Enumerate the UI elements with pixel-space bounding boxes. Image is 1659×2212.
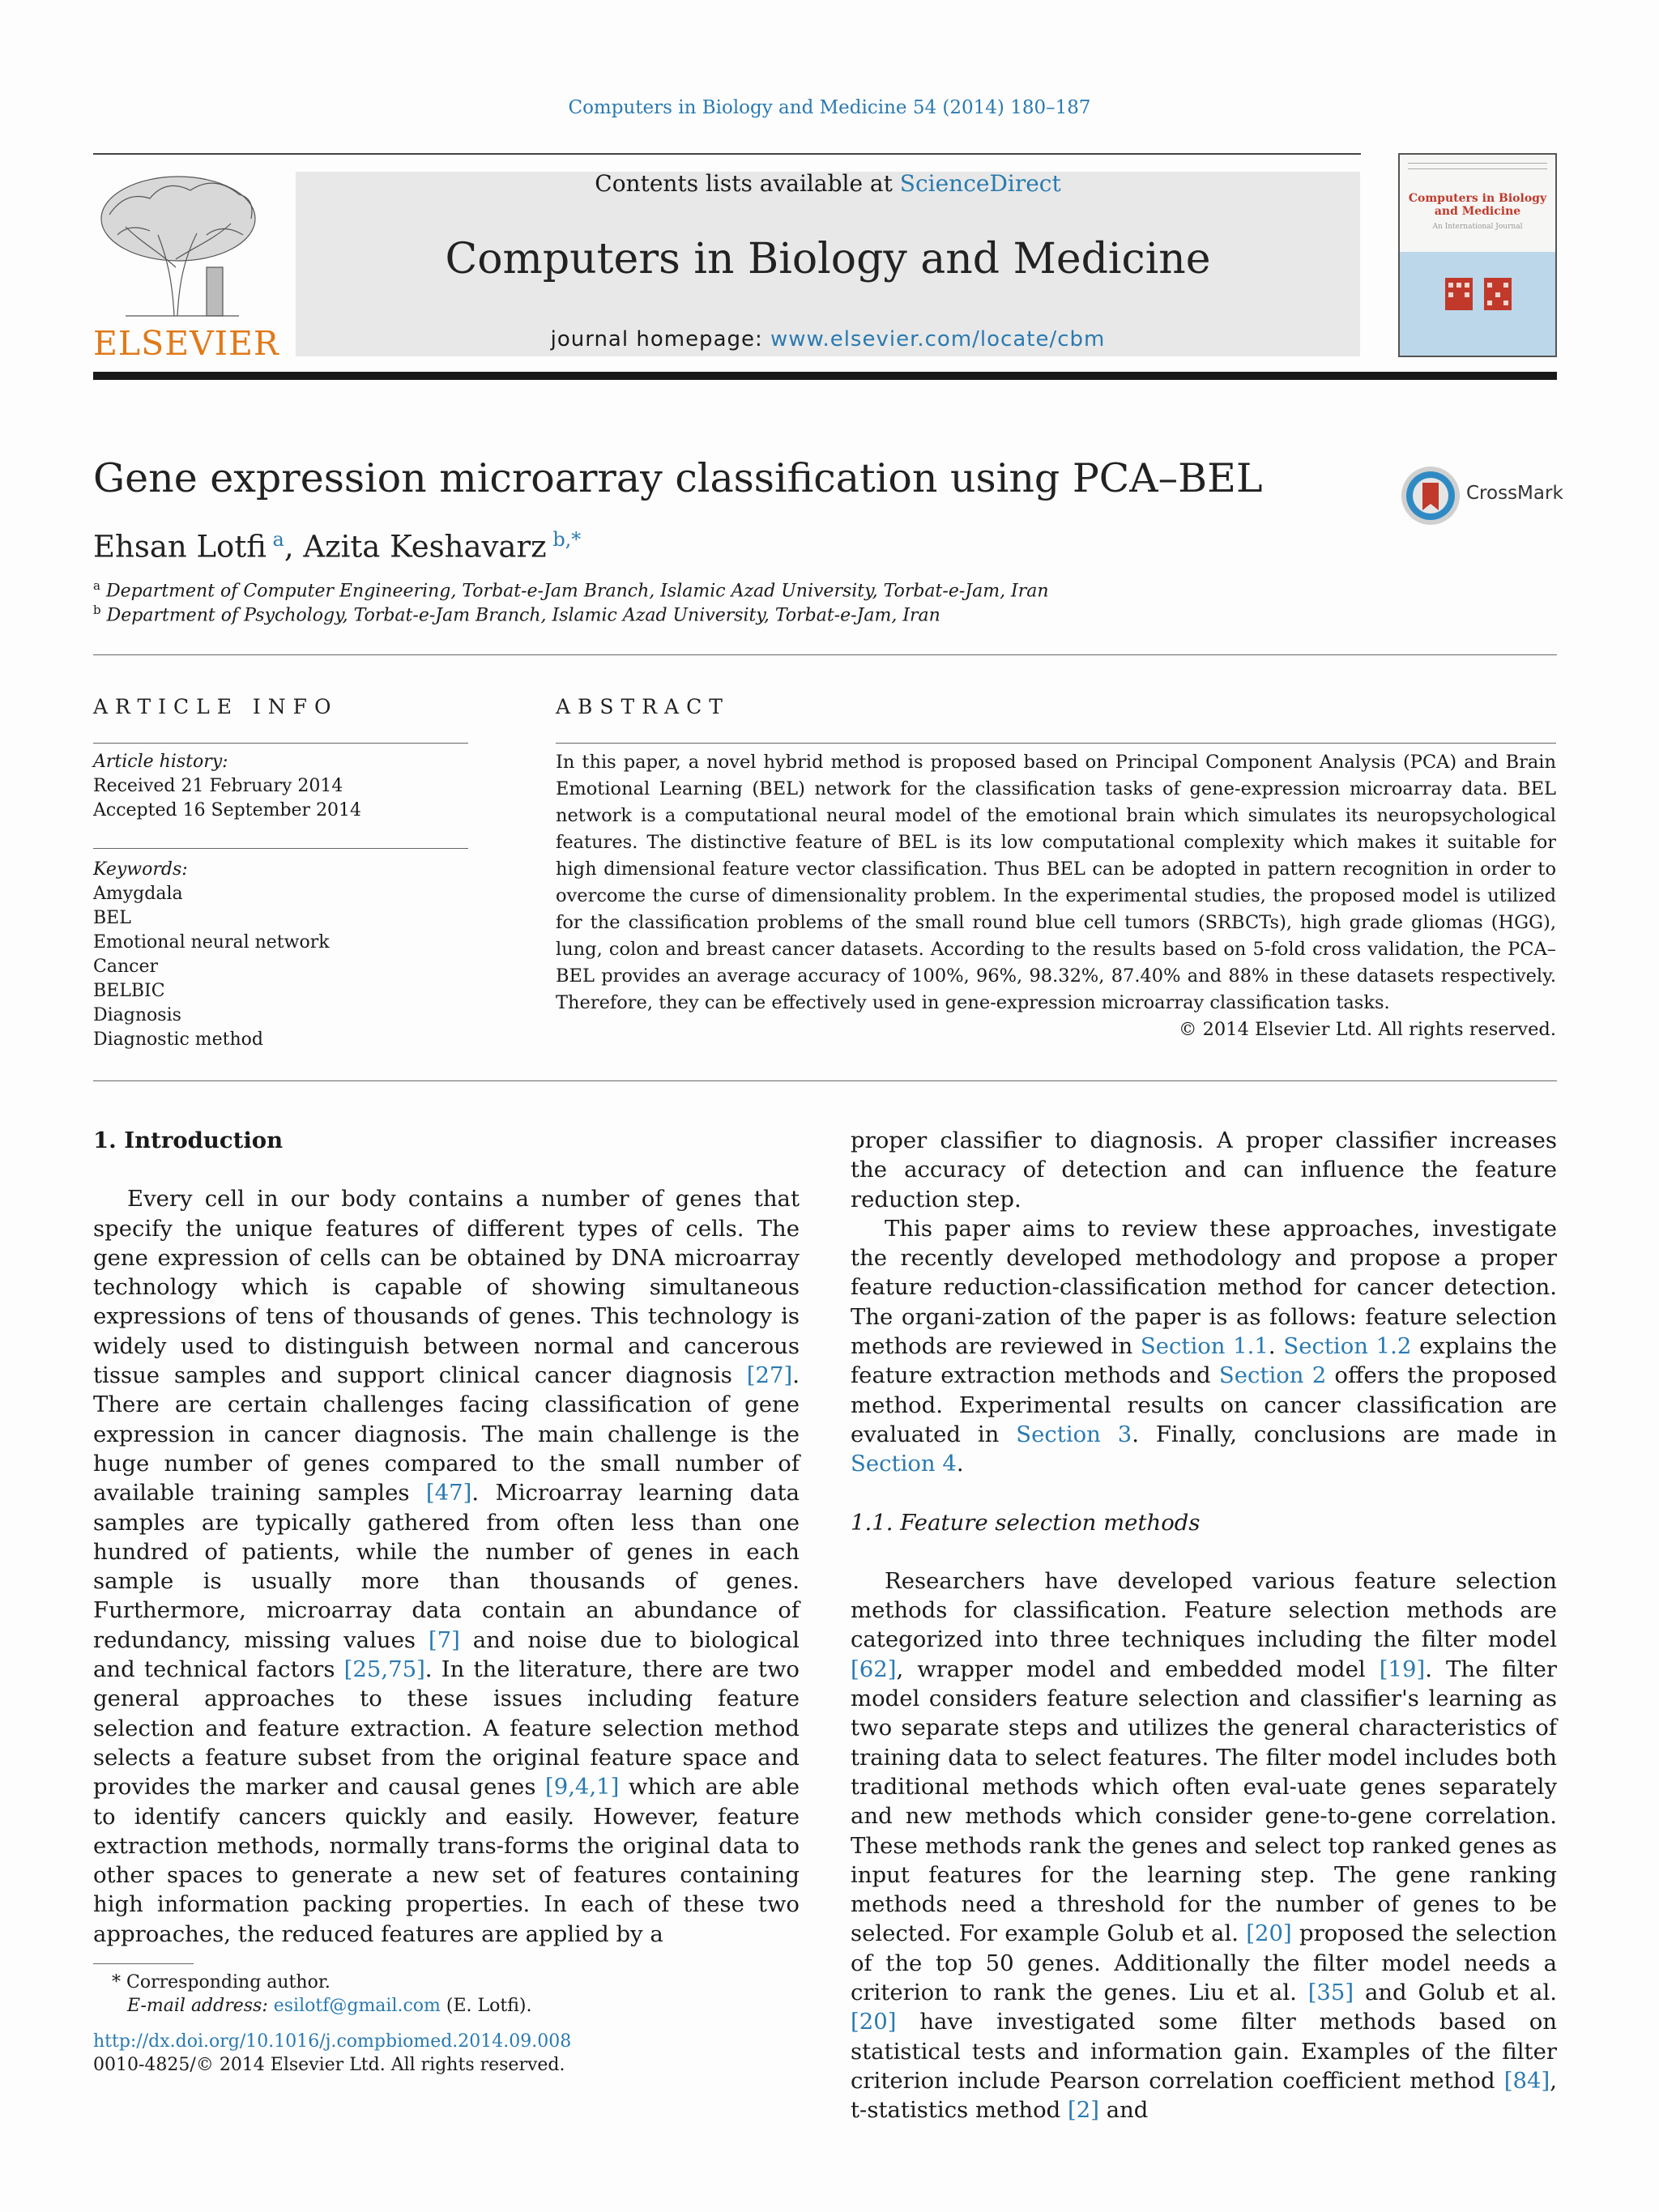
abstract-copyright: © 2014 Elsevier Ltd. All rights reserved. (1178, 1019, 1556, 1040)
footnote-rule (93, 1963, 194, 1964)
feature-selection-paragraph (851, 1566, 1557, 2125)
header-bottom-rule (93, 372, 1557, 380)
email-suffix: (E. Lotfi). (440, 1996, 532, 2016)
footnote-mark: * (112, 1972, 121, 1993)
citation-link[interactable]: [20] (1246, 1920, 1292, 1947)
elsevier-wordmark: ELSEVIER (93, 324, 279, 363)
paragraph-text: . (956, 1451, 964, 1477)
left-column (93, 1126, 800, 1949)
history-label: Article history: (93, 752, 228, 772)
keyword-item: BEL (93, 908, 131, 928)
citation-link[interactable]: [35] (1307, 1980, 1354, 2006)
cover-subtitle: An International Journal (1432, 223, 1523, 231)
author-affiliation-mark[interactable]: a (272, 528, 284, 551)
author-name[interactable]: Azita Keshavarz (303, 529, 547, 565)
paragraph-text: . Microarray learning data samples are typically gathered from often less than one hundred of patients, while the number of genes in each sample is usually more than thousands of genes. Furthermore, microarray data contain an abundance of redundancy, missing values (93, 1480, 800, 1653)
keyword-item: BELBIC (93, 981, 165, 1001)
journal-title: Computers in Biology and Medicine (445, 235, 1211, 283)
citation-link[interactable]: [27] (746, 1362, 793, 1389)
paper-title: Gene expression microarray classification using PCA–BEL (93, 455, 1263, 501)
citation-link[interactable]: [62] (851, 1656, 897, 1682)
issn-line: 0010-4825/© 2014 Elsevier Ltd. All rights reserved. (93, 2055, 565, 2075)
paragraph-text: . In the literature, there are two general approaches to these issues including feature selection and feature extraction. A feature selection method selects a feature subset from the original feature space and provides the marker and causal genes (93, 1656, 800, 1801)
citation-link[interactable]: [9,4,1] (544, 1774, 620, 1801)
cover-graphic-icon (1445, 276, 1513, 312)
author-affiliation-mark[interactable]: b,* (552, 528, 582, 551)
paragraph-text: proposed the selection of the top 50 genes. Additionally the filter model needs a criterion to rank the genes. Liu et al. (851, 1920, 1557, 2006)
subsection-heading-feature-selection: 1.1. Feature selection methods (851, 1509, 1201, 1536)
paragraph-text: Every cell in our body contains a number of genes that specify the unique features of different types of cells. The gene expression of cells can be obtained by DNA microarray technology which is capable of showing simultaneous expressions of tens of thousands of genes. This technology is widely used to distinguish between normal and cancerous tissue samples and support clinical cancer diagnosis (93, 1186, 800, 1389)
affiliation-a (93, 578, 1049, 601)
sciencedirect-link[interactable]: ScienceDirect (899, 170, 1061, 197)
paragraph-text: explains the feature extraction methods and (851, 1333, 1558, 1389)
citation-link[interactable]: [7] (428, 1626, 460, 1653)
affiliation-b (93, 603, 940, 625)
footnote-text: Corresponding author. (121, 1972, 331, 1993)
keyword-item: Cancer (93, 957, 158, 977)
affiliation-mark: b (93, 603, 101, 617)
paragraph-text: . Finally, conclusions are made in (1132, 1421, 1557, 1447)
affiliation-mark: a (93, 578, 100, 593)
paragraph-text: and (1098, 2097, 1149, 2124)
section-ref-link[interactable]: Section 4 (851, 1451, 957, 1477)
affiliation-text: Department of Computer Engineering, Torbat-e-Jam Branch, Islamic Azad University, Torbat-e-Jam, Iran (105, 581, 1049, 602)
paragraph-text: and noise due to biological and technical factors (93, 1626, 800, 1683)
received-date: Received 21 February 2014 (93, 776, 343, 796)
doi-text[interactable]: http://dx.doi.org/10.1016/j.compbiomed.2014.09.008 (93, 2031, 572, 2052)
section-ref-link[interactable]: Section 3 (1016, 1421, 1132, 1447)
paragraph-text: . The filter model considers feature selection and classifier's learning as two separate steps and utilizes the general characteristics of training data to select features. The filter model includes both traditional methods which often eval-uate genes separately and new methods which consider gene-to-gene correlation. These methods rank the genes and select top ranked genes as input features for the learning step. The gene ranking methods need a threshold for the number of genes to be selected. For example Golub et al. (851, 1656, 1557, 1947)
title-block-rule (93, 654, 1557, 655)
email-label: E-mail address: (127, 1996, 274, 2016)
cover-title: Computers in Biology and Medicine (1408, 192, 1547, 218)
paragraph-text: which are able to identify cancers quickly and easily. However, feature extraction methods, normally trans-forms the original data to other spaces to generate a new set of features containing high information packing properties. In each of these two approaches, the reduced features are applied by a (93, 1774, 800, 1947)
corresponding-author-note (112, 1971, 331, 1995)
section-heading-introduction: 1. Introduction (93, 1127, 284, 1153)
journal-reference[interactable]: Computers in Biology and Medicine 54 (2014) 180–187 (568, 97, 1091, 118)
keywords-label: Keywords: (93, 859, 188, 880)
email-note (127, 1994, 532, 2018)
keyword-item: Emotional neural network (93, 932, 330, 953)
contents-prefix: Contents lists available at (595, 170, 900, 197)
crossmark-label: CrossMark (1466, 483, 1563, 504)
keyword-item: Diagnostic method (93, 1029, 263, 1050)
paragraph-text: . There are certain challenges facing classification of gene expression in cancer diagnosis. The main challenge is the huge number of genes compared to the small number of available training samples (93, 1362, 800, 1507)
section-ref-link[interactable]: Section 1.2 (1283, 1333, 1412, 1360)
paragraph-text: , t-statistics method (851, 2067, 1557, 2124)
citation-link[interactable]: [19] (1379, 1656, 1426, 1682)
paragraph-text: have investigated some filter methods based on statistical tests and information gain. Examples of the filter criterion include Pearson correlation coefficient method (851, 2009, 1557, 2094)
citation-link[interactable]: [2] (1067, 2097, 1099, 2124)
keyword-item: Diagnosis (93, 1005, 181, 1025)
citation-link[interactable]: [84] (1503, 2067, 1550, 2094)
intro-paragraph-2 (851, 1214, 1557, 1479)
paragraph-text: This paper aims to review these approaches, investigate the recently developed methodology and propose a proper feature reduction-classification method for cancer detection. The organi-zation of the paper is as follows: feature selection methods are reviewed in (851, 1215, 1557, 1360)
abstract-rule (556, 743, 1556, 744)
citation-link[interactable]: [20] (851, 2009, 897, 2035)
author-separator: , (284, 529, 304, 565)
paragraph-text: . (1268, 1333, 1284, 1360)
crossmark-badge[interactable] (1400, 462, 1562, 531)
citation-link[interactable]: [25,75] (343, 1656, 425, 1683)
paragraph-text: and Golub et al. (1354, 1980, 1557, 2006)
email-link[interactable]: esilotf@gmail.com (273, 1996, 441, 2016)
paragraph-text: , wrapper model and embedded model (896, 1656, 1380, 1682)
header-top-rule (93, 153, 1361, 155)
right-column (851, 1126, 1557, 2125)
homepage-link[interactable]: www.elsevier.com/locate/cbm (770, 327, 1106, 352)
homepage-line (296, 327, 1360, 352)
keywords-block (93, 858, 468, 1052)
article-history (93, 750, 468, 823)
section-ref-link[interactable]: Section 2 (1218, 1362, 1327, 1389)
affiliation-text: Department of Psychology, Torbat-e-Jam Branch, Islamic Azad University, Torbat-e-Jam, Iran (106, 605, 940, 626)
keyword-item: Amygdala (93, 884, 183, 904)
article-info-rule (93, 743, 468, 744)
author-list (93, 528, 581, 564)
section-ref-link[interactable]: Section 1.1 (1140, 1333, 1269, 1360)
abstract-heading: ABSTRACT (556, 695, 730, 718)
abstract-text: In this paper, a novel hybrid method is proposed based on Principal Component Analysis (PCA) and Brain Emotional Learning (BEL) network for the classification tasks of gene-expression microarray data. BEL network is a computational neural model of the emotional brain which simulates its neuropsychological features. The distinctive feature of BEL is its low computational complexity which makes it suitable for high dimensional feature vector classification. Thus BEL can be adopted in pattern recognition in order to overcome the curse of dimensionality problem. In the experimental studies, the proposed model is utilized for the classification problems of the small round blue cell tumors (SRBCTs), high grade gliomas (HGG), lung, colon and breast cancer datasets. According to the results based on 5-fold cross validation, the PCA–BEL provides an average accuracy of 100%, 96%, 98.32%, 87.40% and 88% in these datasets respectively. Therefore, they can be effectively used in gene-expression microarray classification tasks. (556, 752, 1556, 1013)
citation-link[interactable]: [47] (425, 1480, 472, 1507)
author-name[interactable]: Ehsan Lotfi (93, 529, 267, 565)
doi-link[interactable] (93, 2030, 571, 2054)
abstract-body (556, 749, 1556, 1043)
crossmark-icon (1400, 465, 1461, 526)
contents-line (296, 170, 1360, 197)
homepage-prefix: journal homepage: (550, 327, 771, 352)
intro-paragraph-1-continued: proper classifier to diagnosis. A proper classifier increases the accuracy of detection and can influence the feature reduction step. (851, 1127, 1557, 1213)
elsevier-logo (93, 170, 279, 363)
elsevier-tree-icon (93, 170, 263, 324)
intro-paragraph-1 (93, 1184, 800, 1949)
journal-cover[interactable] (1398, 153, 1557, 357)
keywords-rule (93, 848, 468, 849)
accepted-date: Accepted 16 September 2014 (93, 800, 362, 820)
paragraph-text: Researchers have developed various feature selection methods for classification. Feature selection methods are categorized into three techniques including the filter model (851, 1567, 1557, 1653)
paragraph-text: offers the proposed method. Experimental results on cancer classification are evaluated in (851, 1362, 1557, 1447)
article-info-heading: ARTICLE INFO (93, 695, 339, 718)
cover-strip (1408, 163, 1547, 169)
front-matter-rule (93, 1080, 1557, 1081)
